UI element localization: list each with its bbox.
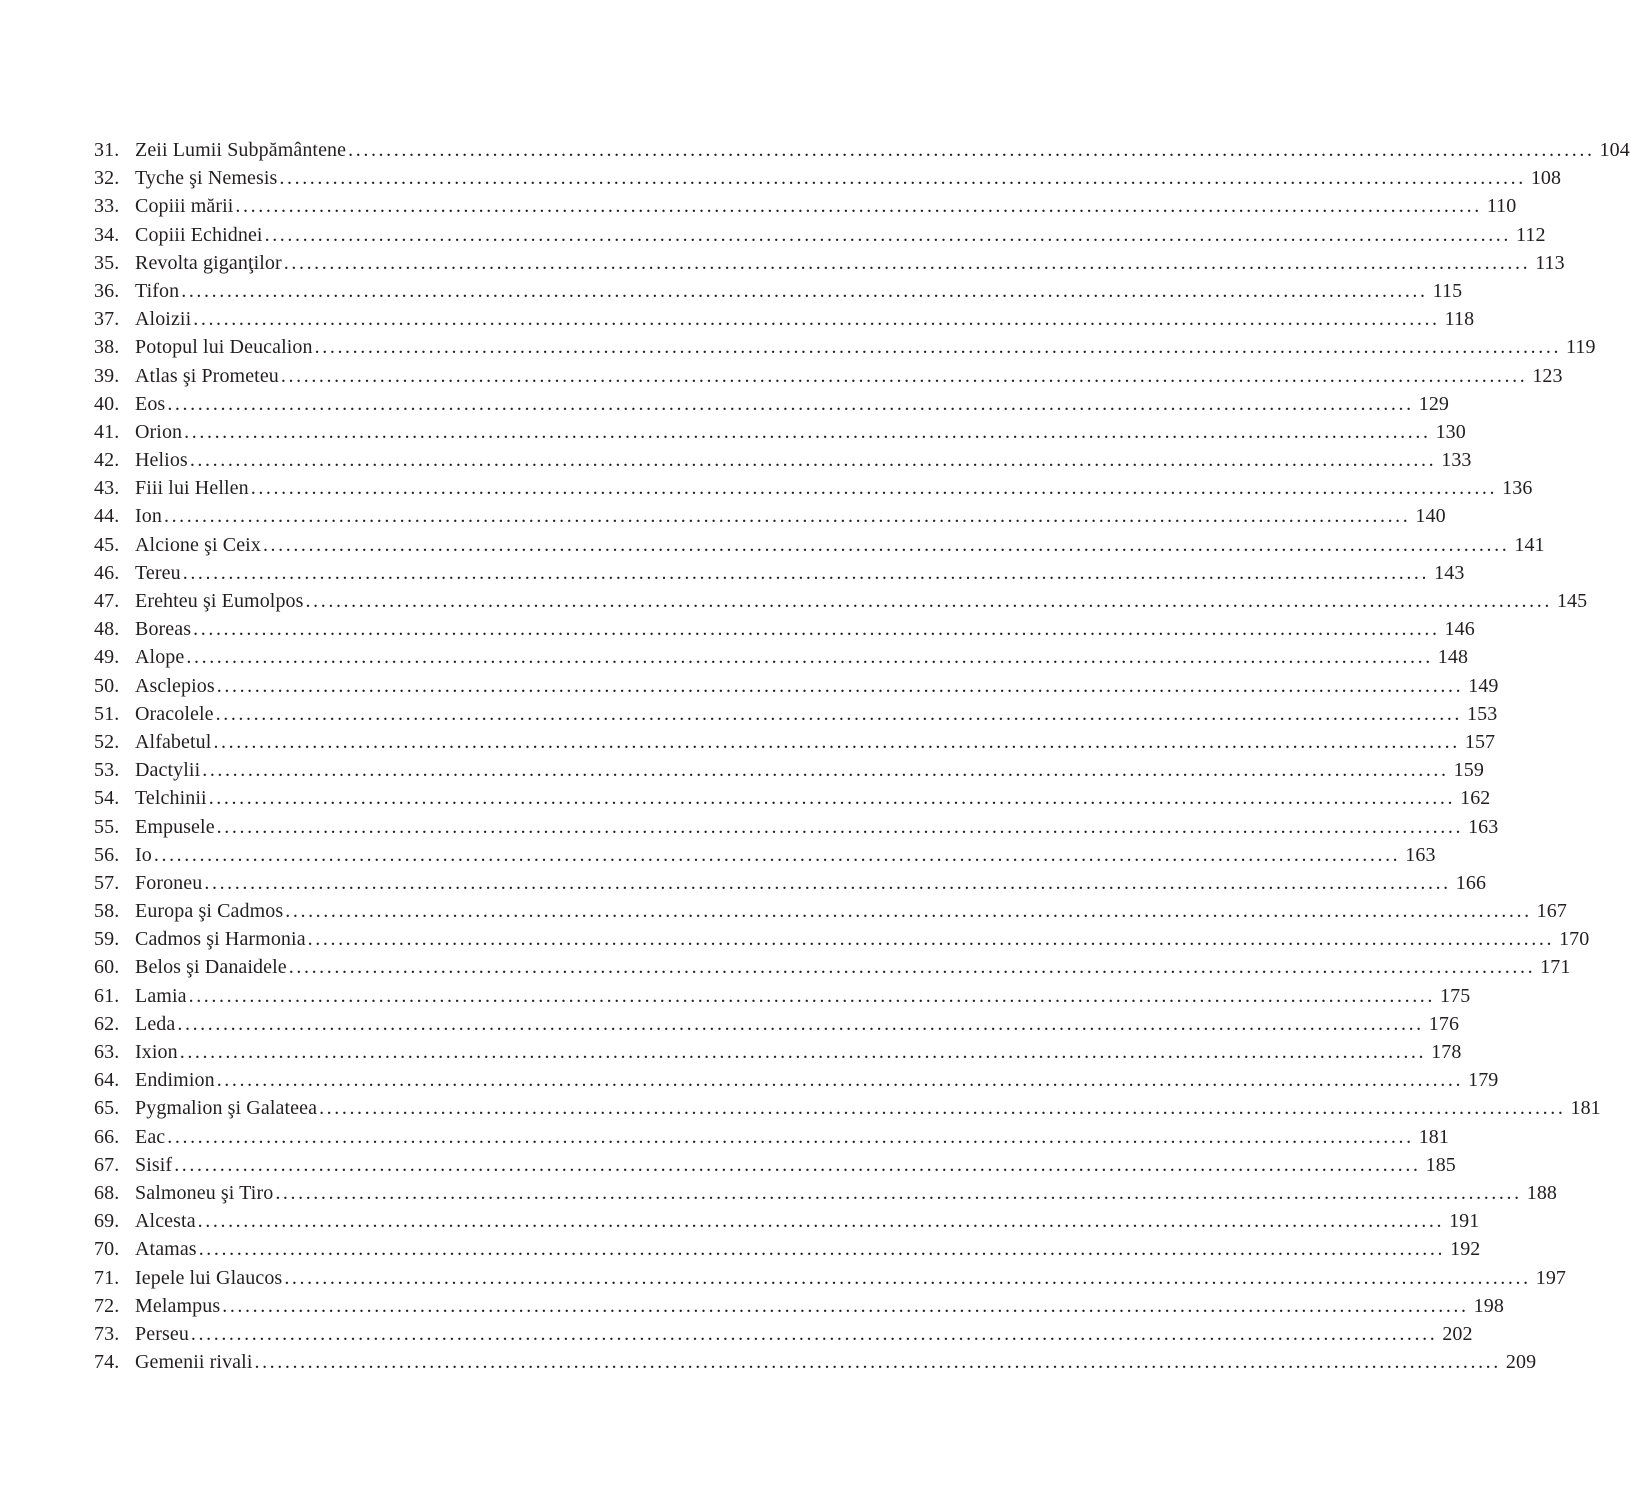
dot-leader: ....................................................................................................................................................................: [215, 702, 1463, 725]
entry-title: Eac: [135, 1125, 166, 1148]
entry-page-number: 198: [1473, 1294, 1504, 1317]
toc-entry: [94, 1038, 1462, 1066]
entry-page-number: 181: [1570, 1097, 1601, 1120]
dot-leader: ....................................................................................................................................................................: [314, 336, 1562, 359]
entry-title: Pygmalion şi Galateea: [135, 1097, 318, 1120]
entry-page-number: 119: [1566, 336, 1596, 359]
entry-number: 50.: [94, 674, 120, 697]
toc-entry: [94, 756, 1484, 784]
entry-page-number: 167: [1536, 900, 1567, 923]
entry-number: 32.: [94, 167, 120, 190]
entry-page-number: 192: [1450, 1238, 1481, 1261]
dot-leader: ....................................................................................................................................................................: [348, 139, 1595, 161]
dot-leader: ....................................................................................................................................................................: [222, 1294, 1469, 1317]
entry-title: Erehteu şi Eumolpos: [135, 590, 304, 612]
entry-title: Salmoneu şi Tiro: [135, 1181, 274, 1204]
toc-entry: [94, 164, 1562, 192]
entry-number: 62.: [94, 1012, 120, 1035]
dot-leader: ....................................................................................................................................................................: [284, 1266, 1531, 1289]
entry-number: 39.: [94, 364, 120, 387]
toc-entry: [94, 1094, 1601, 1122]
entry-title: Copiii Echidnei: [135, 223, 263, 246]
dot-leader: ....................................................................................................................................................................: [202, 759, 1449, 782]
toc-entry: [94, 672, 1499, 700]
entry-title: Oracolele: [135, 702, 214, 725]
entry-title: Ion: [135, 505, 162, 528]
entry-title: Asclepios: [135, 674, 215, 697]
toc-entry: [94, 700, 1498, 728]
entry-title: Alcesta: [135, 1210, 196, 1233]
entry-number: 63.: [94, 1041, 120, 1063]
toc-entry: [94, 813, 1499, 841]
entry-title: Orion: [135, 420, 183, 443]
entry-title: Tereu: [135, 561, 181, 584]
toc-entry: [94, 136, 1630, 164]
entry-page-number: 202: [1442, 1322, 1473, 1345]
entry-number: 33.: [94, 195, 120, 218]
entry-title: Copiii mării: [135, 195, 234, 218]
entry-title: Endimion: [135, 1069, 215, 1092]
entry-number: 58.: [94, 900, 120, 923]
entry-number: 56.: [94, 843, 120, 866]
entry-page-number: 209: [1505, 1351, 1537, 1374]
toc-entry: [94, 1010, 1460, 1038]
dot-leader: ....................................................................................................................................................................: [174, 1153, 1421, 1176]
entry-number: 69.: [94, 1210, 120, 1233]
entry-page-number: 140: [1415, 505, 1446, 528]
entry-page-number: 146: [1444, 618, 1475, 641]
entry-number: 60.: [94, 956, 120, 979]
entry-number: 48.: [94, 618, 120, 641]
entry-title: Alcione şi Ceix: [135, 533, 261, 556]
entry-page-number: 163: [1405, 843, 1436, 866]
dot-leader: ....................................................................................................................................................................: [264, 223, 1511, 246]
entry-title: Boreas: [135, 618, 192, 641]
toc-entry: [94, 418, 1466, 446]
entry-number: 59.: [94, 928, 120, 951]
dot-leader: ....................................................................................................................................................................: [280, 364, 1528, 387]
toc-entry: [94, 1151, 1456, 1179]
entry-number: 61.: [94, 984, 120, 1007]
toc-entry: [94, 784, 1491, 812]
entry-number: 46.: [94, 561, 120, 584]
toc-entry: [94, 249, 1565, 277]
entry-number: 57.: [94, 871, 120, 894]
entry-number: 47.: [94, 590, 120, 612]
dot-leader: ....................................................................................................................................................................: [262, 533, 1510, 556]
entry-page-number: 129: [1418, 392, 1450, 415]
entry-title: Telchinii: [135, 787, 207, 810]
entry-number: 65.: [94, 1097, 120, 1120]
entry-title: Sisif: [135, 1153, 173, 1176]
entry-page-number: 163: [1468, 815, 1499, 838]
dot-leader: ....................................................................................................................................................................: [177, 1012, 1424, 1035]
entry-page-number: 145: [1556, 590, 1588, 612]
dot-leader: ....................................................................................................................................................................: [307, 928, 1555, 951]
entry-page-number: 113: [1535, 251, 1565, 274]
entry-title: Belos şi Danaidele: [135, 956, 287, 979]
entry-number: 52.: [94, 730, 120, 753]
dot-leader: ....................................................................................................................................................................: [204, 871, 1451, 894]
dot-leader: ....................................................................................................................................................................: [216, 674, 1464, 697]
toc-entry: [94, 897, 1567, 925]
toc-entry: [94, 1207, 1480, 1235]
entry-title: Tifon: [135, 279, 180, 302]
entry-title: Revolta giganţilor: [135, 251, 282, 274]
entry-number: 37.: [94, 308, 120, 331]
entry-title: Melampus: [135, 1294, 221, 1317]
entry-title: Perseu: [135, 1322, 189, 1345]
entry-number: 41.: [94, 420, 120, 443]
dot-leader: ....................................................................................................................................................................: [198, 1238, 1446, 1261]
entry-number: 45.: [94, 533, 120, 556]
entry-title: Dactylii: [135, 759, 201, 782]
toc-entry: [94, 1264, 1567, 1292]
entry-title: Lamia: [135, 984, 187, 1007]
dot-leader: ....................................................................................................................................................................: [279, 167, 1526, 190]
entry-page-number: 181: [1418, 1125, 1449, 1148]
entry-page-number: 133: [1441, 449, 1472, 472]
entry-title: Helios: [135, 449, 188, 472]
toc-entry: [94, 925, 1590, 953]
entry-page-number: 188: [1526, 1181, 1558, 1204]
entry-number: 31.: [94, 139, 120, 161]
dot-leader: ....................................................................................................................................................................: [216, 815, 1464, 838]
entry-title: Aloizii: [135, 308, 192, 331]
entry-page-number: 115: [1432, 279, 1463, 302]
dot-leader: ....................................................................................................................................................................: [213, 730, 1460, 753]
entry-number: 72.: [94, 1294, 120, 1317]
toc-entry: [94, 277, 1463, 305]
entry-page-number: 149: [1468, 674, 1499, 697]
entry-number: 55.: [94, 815, 120, 838]
entry-number: 71.: [94, 1266, 120, 1289]
table-of-contents: [94, 136, 1630, 1376]
dot-leader: ....................................................................................................................................................................: [319, 1097, 1566, 1120]
toc-entry: [94, 305, 1475, 333]
toc-entry: [94, 192, 1517, 220]
entry-title: Leda: [135, 1012, 176, 1035]
entry-page-number: 157: [1464, 730, 1496, 753]
entry-page-number: 153: [1467, 702, 1498, 725]
entry-number: 44.: [94, 505, 120, 528]
entry-title: Europa şi Cadmos: [135, 900, 284, 923]
entry-number: 38.: [94, 336, 120, 359]
entry-page-number: 112: [1516, 223, 1546, 246]
entry-number: 40.: [94, 392, 120, 415]
toc-entry: [94, 587, 1588, 615]
entry-page-number: 123: [1532, 364, 1563, 387]
entry-page-number: 143: [1434, 561, 1465, 584]
toc-entry: [94, 333, 1596, 361]
toc-entry: [94, 559, 1465, 587]
dot-leader: ....................................................................................................................................................................: [186, 646, 1433, 669]
entry-title: Atamas: [135, 1238, 197, 1261]
entry-title: Eos: [135, 392, 166, 415]
dot-leader: ....................................................................................................................................................................: [288, 956, 1536, 979]
entry-page-number: 159: [1453, 759, 1484, 782]
dot-leader: ....................................................................................................................................................................: [305, 590, 1552, 612]
entry-title: Atlas şi Prometeu: [135, 364, 279, 387]
dot-leader: ....................................................................................................................................................................: [285, 900, 1532, 923]
entry-title: Iepele lui Glaucos: [135, 1266, 283, 1289]
entry-page-number: 108: [1530, 167, 1562, 190]
toc-entry: [94, 953, 1571, 981]
dot-leader: ....................................................................................................................................................................: [235, 195, 1482, 218]
entry-number: 70.: [94, 1238, 120, 1261]
entry-number: 43.: [94, 477, 120, 500]
toc-entry: [94, 1179, 1558, 1207]
entry-number: 67.: [94, 1153, 120, 1176]
entry-title: Fiii lui Hellen: [135, 477, 249, 500]
toc-entry: [94, 362, 1563, 390]
toc-entry: [94, 502, 1446, 530]
toc-entry: [94, 728, 1496, 756]
entry-page-number: 176: [1428, 1012, 1460, 1035]
entry-page-number: 179: [1468, 1069, 1499, 1092]
entry-number: 54.: [94, 787, 120, 810]
toc-entry: [94, 869, 1487, 897]
entry-page-number: 191: [1449, 1210, 1480, 1233]
toc-entry: [94, 1123, 1449, 1151]
dot-leader: ....................................................................................................................................................................: [153, 843, 1401, 866]
toc-entry: [94, 474, 1533, 502]
dot-leader: ....................................................................................................................................................................: [275, 1181, 1522, 1204]
entry-page-number: 118: [1444, 308, 1475, 331]
entry-number: 66.: [94, 1125, 120, 1148]
entry-number: 64.: [94, 1069, 120, 1092]
entry-number: 49.: [94, 646, 120, 669]
toc-entry: [94, 1235, 1481, 1263]
toc-entry: [94, 1320, 1473, 1348]
entry-title: Foroneu: [135, 871, 203, 894]
entry-number: 53.: [94, 759, 120, 782]
entry-page-number: 162: [1460, 787, 1491, 810]
dot-leader: ....................................................................................................................................................................: [184, 420, 1431, 443]
entry-number: 74.: [94, 1351, 120, 1374]
dot-leader: ....................................................................................................................................................................: [208, 787, 1456, 810]
entry-page-number: 166: [1455, 871, 1487, 894]
dot-leader: ....................................................................................................................................................................: [179, 1041, 1427, 1063]
dot-leader: ....................................................................................................................................................................: [163, 505, 1411, 528]
toc-entry: [94, 390, 1450, 418]
entry-page-number: 104: [1599, 139, 1630, 161]
entry-page-number: 170: [1559, 928, 1590, 951]
entry-title: Io: [135, 843, 152, 866]
dot-leader: ....................................................................................................................................................................: [181, 279, 1428, 302]
dot-leader: ....................................................................................................................................................................: [193, 308, 1440, 331]
entry-title: Gemenii rivali: [135, 1351, 253, 1374]
entry-title: Cadmos şi Harmonia: [135, 928, 306, 951]
entry-number: 68.: [94, 1181, 120, 1204]
entry-number: 73.: [94, 1322, 120, 1345]
toc-entry: [94, 615, 1475, 643]
toc-entry: [94, 841, 1436, 869]
entry-number: 34.: [94, 223, 120, 246]
entry-page-number: 175: [1440, 984, 1471, 1007]
entry-page-number: 136: [1502, 477, 1533, 500]
dot-leader: ....................................................................................................................................................................: [182, 561, 1430, 584]
toc-entry: [94, 1066, 1499, 1094]
dot-leader: ....................................................................................................................................................................: [189, 449, 1437, 472]
entry-page-number: 171: [1540, 956, 1571, 979]
dot-leader: ....................................................................................................................................................................: [193, 618, 1440, 641]
entry-page-number: 110: [1486, 195, 1517, 218]
dot-leader: ....................................................................................................................................................................: [167, 392, 1414, 415]
dot-leader: ....................................................................................................................................................................: [188, 984, 1435, 1007]
toc-entry: [94, 1292, 1504, 1320]
dot-leader: ....................................................................................................................................................................: [216, 1069, 1464, 1092]
entry-number: 42.: [94, 449, 120, 472]
toc-entry: [94, 531, 1545, 559]
toc-entry: [94, 221, 1546, 249]
dot-leader: ....................................................................................................................................................................: [167, 1125, 1414, 1148]
entry-page-number: 178: [1431, 1041, 1462, 1063]
entry-title: Alope: [135, 646, 185, 669]
entry-title: Zeii Lumii Subpământene: [135, 139, 347, 161]
toc-entry: [94, 446, 1472, 474]
entry-title: Alfabetul: [135, 730, 212, 753]
entry-title: Potopul lui Deucalion: [135, 336, 313, 359]
dot-leader: ....................................................................................................................................................................: [254, 1351, 1501, 1374]
toc-entry: [94, 982, 1471, 1010]
toc-entry: [94, 643, 1469, 671]
entry-page-number: 197: [1535, 1266, 1567, 1289]
entry-title: Ixion: [135, 1041, 178, 1063]
entry-page-number: 185: [1425, 1153, 1456, 1176]
entry-title: Empusele: [135, 815, 215, 838]
dot-leader: ....................................................................................................................................................................: [190, 1322, 1438, 1345]
entry-number: 36.: [94, 279, 120, 302]
entry-page-number: 141: [1514, 533, 1545, 556]
toc-entry: [94, 1348, 1537, 1376]
entry-page-number: 148: [1437, 646, 1469, 669]
dot-leader: ....................................................................................................................................................................: [250, 477, 1498, 500]
entry-number: 51.: [94, 702, 120, 725]
dot-leader: ....................................................................................................................................................................: [283, 251, 1531, 274]
entry-number: 35.: [94, 251, 120, 274]
dot-leader: ....................................................................................................................................................................: [197, 1210, 1445, 1233]
entry-page-number: 130: [1435, 420, 1466, 443]
entry-title: Tyche şi Nemesis: [135, 167, 278, 190]
